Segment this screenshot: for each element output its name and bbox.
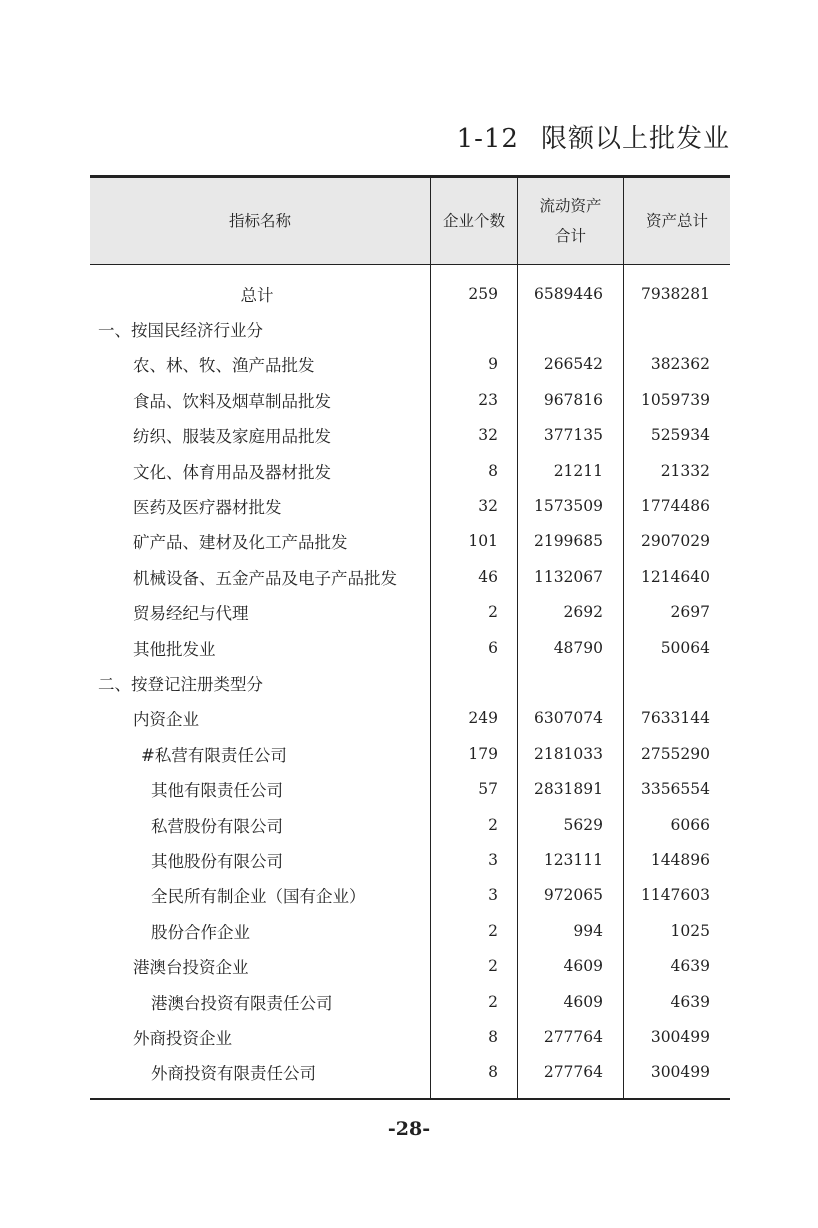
table-row — [90, 1055, 730, 1090]
table-header — [90, 178, 730, 265]
row-name: 文化、体育用品及器材批发 — [133, 462, 331, 482]
row-count: 8 — [488, 1063, 498, 1082]
row-count: 6 — [488, 638, 498, 657]
row-current-assets: 1573509 — [533, 497, 603, 516]
row-name: 贸易经纪与代理 — [133, 604, 249, 624]
row-count: 3 — [488, 850, 498, 869]
table-row — [90, 913, 730, 948]
table-row — [90, 418, 730, 453]
row-count — [430, 665, 517, 700]
row-current-assets: 123111 — [543, 850, 603, 869]
data-table — [90, 175, 730, 1100]
row-current-assets: 2692 — [563, 603, 603, 622]
row-name: 医药及医疗器材批发 — [133, 498, 282, 518]
table-row — [90, 347, 730, 382]
row-name: 食品、饮料及烟草制品批发 — [133, 391, 331, 411]
row-name: 机械设备、五金产品及电子产品批发 — [133, 568, 397, 588]
row-current-assets: 4609 — [563, 957, 603, 976]
table-row — [90, 276, 730, 311]
row-count: 32 — [478, 497, 498, 516]
row-name: 一、按国民经济行业分 — [98, 321, 263, 341]
row-count: 3 — [488, 886, 498, 905]
table-row — [90, 948, 730, 983]
row-count: 46 — [478, 567, 498, 586]
page-number: -28- — [387, 1118, 431, 1140]
row-current-assets: 277764 — [543, 1063, 603, 1082]
table-row — [90, 807, 730, 842]
row-count: 23 — [478, 390, 498, 409]
row-count: 2 — [488, 815, 498, 834]
row-name: 内资企业 — [133, 710, 199, 730]
row-total-assets: 7938281 — [640, 284, 710, 303]
row-current-assets: 967816 — [543, 390, 603, 409]
row-count: 9 — [488, 355, 498, 374]
row-current-assets: 972065 — [543, 886, 603, 905]
row-current-assets: 5629 — [563, 815, 603, 834]
row-count: 32 — [478, 426, 498, 445]
row-total-assets: 21332 — [660, 461, 710, 480]
row-current-assets: 2199685 — [533, 532, 603, 551]
row-current-assets: 1132067 — [533, 567, 603, 586]
row-total-assets: 2907029 — [640, 532, 710, 551]
row-current-assets: 266542 — [543, 355, 603, 374]
table-row — [90, 524, 730, 559]
table-title — [457, 118, 730, 155]
row-current-assets: 2181033 — [533, 744, 603, 763]
row-count: 2 — [488, 603, 498, 622]
table-row — [90, 665, 730, 700]
row-total-assets: 4639 — [670, 992, 710, 1011]
table-row — [90, 878, 730, 913]
row-name: 农、林、牧、渔产品批发 — [133, 356, 315, 376]
row-current-assets: 4609 — [563, 992, 603, 1011]
row-name: 其他有限责任公司 — [151, 781, 283, 801]
row-name: 二、按登记注册类型分 — [98, 674, 263, 694]
table-row — [90, 488, 730, 523]
row-total-assets: 7633144 — [640, 709, 710, 728]
row-current-assets: 994 — [573, 921, 603, 940]
table-row — [90, 595, 730, 630]
row-total-assets — [623, 665, 730, 700]
header-current-assets-line2: 合计 — [554, 227, 586, 245]
row-count: 259 — [468, 284, 498, 303]
row-count: 8 — [488, 461, 498, 480]
row-name: 矿产品、建材及化工产品批发 — [133, 533, 348, 553]
row-count: 57 — [478, 780, 498, 799]
header-enterprise-count: 企业个数 — [430, 178, 517, 264]
row-total-assets: 300499 — [650, 1063, 710, 1082]
table-row — [90, 311, 730, 346]
row-current-assets: 6589446 — [533, 284, 603, 303]
row-count — [430, 311, 517, 346]
row-total-assets: 2697 — [670, 603, 710, 622]
header-indicator-name: 指标名称 — [228, 212, 291, 230]
row-name: 纺织、服装及家庭用品批发 — [133, 427, 331, 447]
row-count: 2 — [488, 992, 498, 1011]
row-count: 179 — [468, 744, 498, 763]
table-row — [90, 630, 730, 665]
row-total-assets: 382362 — [650, 355, 710, 374]
row-current-assets: 6307074 — [533, 709, 603, 728]
row-total-assets: 4639 — [670, 957, 710, 976]
table-row — [90, 701, 730, 736]
row-current-assets: 21211 — [553, 461, 603, 480]
row-name: 其他股份有限公司 — [151, 851, 283, 871]
header-current-assets-line1: 流动资产 — [539, 197, 602, 215]
table-row — [90, 842, 730, 877]
row-total-assets: 6066 — [670, 815, 710, 834]
row-total-assets: 50064 — [660, 638, 710, 657]
row-name: 外商投资企业 — [133, 1028, 232, 1048]
row-current-assets — [517, 665, 623, 700]
header-current-assets — [517, 178, 623, 264]
table-row — [90, 771, 730, 806]
table-body — [90, 265, 730, 1098]
row-total-assets: 3356554 — [640, 780, 710, 799]
table-row — [90, 559, 730, 594]
row-name: 港澳台投资企业 — [133, 958, 249, 978]
row-current-assets: 277764 — [543, 1027, 603, 1046]
row-name: 私营股份有限公司 — [151, 816, 283, 836]
row-count: 8 — [488, 1027, 498, 1046]
row-count: 101 — [468, 532, 498, 551]
table-row — [90, 984, 730, 1019]
table-title-text: 限额以上批发业 — [540, 124, 730, 154]
row-total-assets: 300499 — [650, 1027, 710, 1046]
row-name: 港澳台投资有限责任公司 — [151, 993, 333, 1013]
table-row — [90, 453, 730, 488]
table-row — [90, 736, 730, 771]
row-total-assets: 1214640 — [640, 567, 710, 586]
row-total-assets: 144896 — [650, 850, 710, 869]
row-name: 外商投资有限责任公司 — [151, 1064, 316, 1084]
row-name: #私营有限责任公司 — [141, 745, 287, 765]
row-name: 全民所有制企业（国有企业） — [151, 887, 366, 907]
row-count: 2 — [488, 921, 498, 940]
row-total-assets: 1059739 — [640, 390, 710, 409]
table-row — [90, 1019, 730, 1054]
row-total-assets: 525934 — [650, 426, 710, 445]
row-current-assets — [517, 311, 623, 346]
row-total-assets: 2755290 — [640, 744, 710, 763]
row-name: 总计 — [240, 285, 274, 305]
row-current-assets: 48790 — [553, 638, 603, 657]
row-total-assets: 1025 — [670, 921, 710, 940]
row-total-assets: 1147603 — [640, 886, 710, 905]
row-total-assets: 1774486 — [640, 497, 710, 516]
row-current-assets: 2831891 — [533, 780, 603, 799]
table-number: 1-12 — [456, 124, 519, 154]
row-name: 其他批发业 — [133, 639, 216, 659]
row-count: 249 — [468, 709, 498, 728]
row-current-assets: 377135 — [543, 426, 603, 445]
table-row — [90, 382, 730, 417]
header-total-assets: 资产总计 — [623, 178, 730, 264]
row-total-assets — [623, 311, 730, 346]
row-name: 股份合作企业 — [151, 922, 250, 942]
row-count: 2 — [488, 957, 498, 976]
